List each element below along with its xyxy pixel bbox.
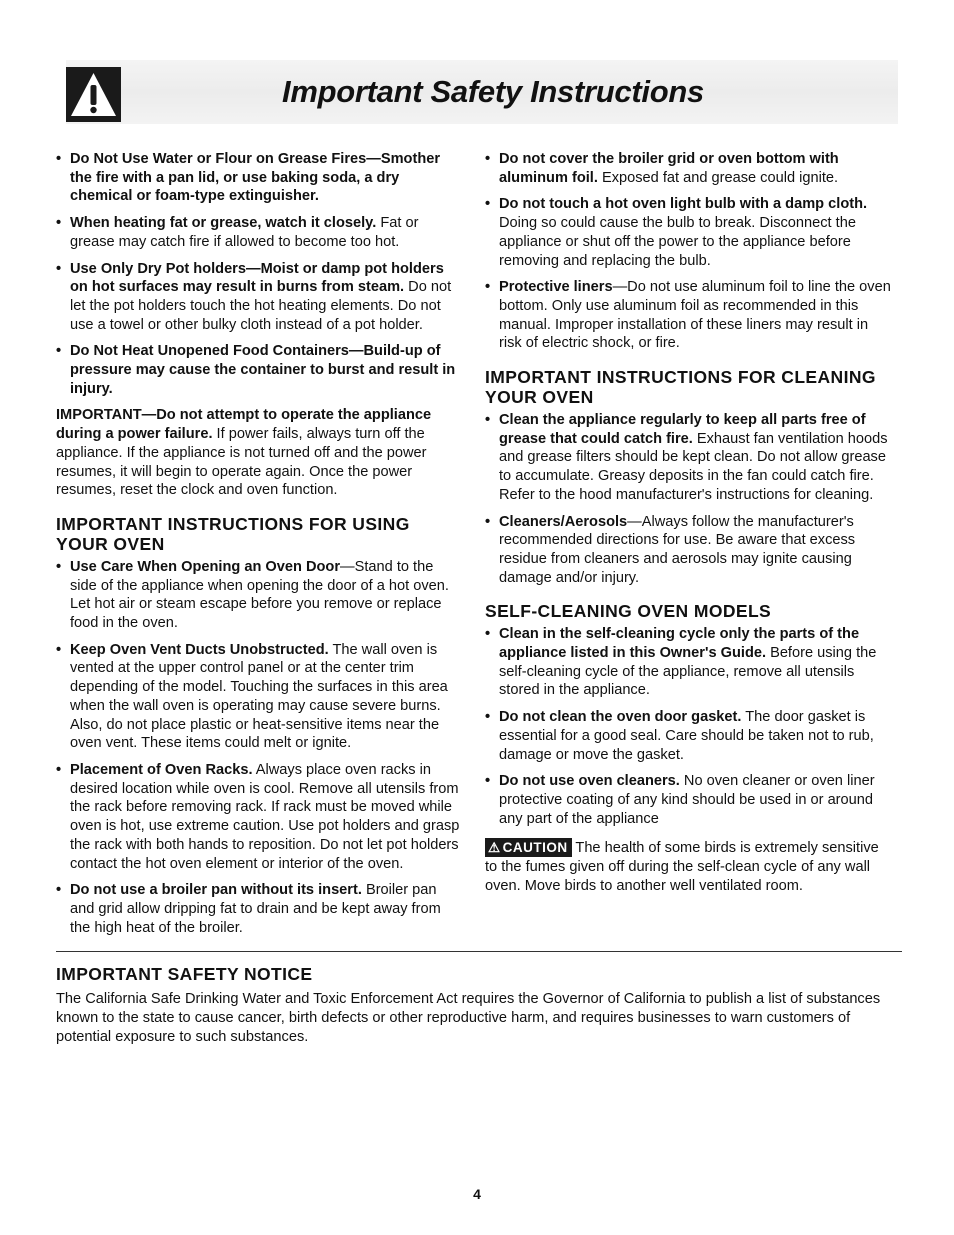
list-item: • Do not clean the oven door gasket. The door gasket is essential for a good seal. Care should be taken not to rub, damage or move the gasket. <box>485 709 874 763</box>
list-item: • Cleaners/Aerosols—Always follow the manufacturer's recommended directions for use. Be aware that excess residue from cleaners and aerosols may ignite causing damage and/or injury. <box>485 513 856 586</box>
list-item: • Do Not Heat Unopened Food Containers—Build-up of pressure may cause the container to burst and result in injury. <box>56 343 456 397</box>
item-lead: Do not touch a hot oven light bulb with a damp cloth. <box>499 196 868 213</box>
important-lead: IMPORTANT—Do not attempt to operate the appliance during a power failure. <box>56 407 432 443</box>
item-text: Always place oven racks in desired location while oven is cool. Remove all utensils from the rack before removing rack. If rack must be moved while oven is hot, use extreme caution. Use pot holders and grasp the rack with both hands to reposition. Do not let pot holders contact the hot oven element or interior of the oven. <box>70 761 460 872</box>
item-lead: Keep Oven Vent Ducts Unobstructed. <box>70 641 329 658</box>
item-text: —Stand to the side of the appliance when opening the door of a hot oven. Let hot air or steam escape before you remove or replace food in the oven. <box>70 558 449 632</box>
item-lead: Protective liners <box>499 279 613 296</box>
item-lead: Use Care When Opening an Oven Door <box>70 558 341 575</box>
list-item: • Do not touch a hot oven light bulb with a damp cloth. Doing so could cause the bulb to break. Disconnect the appliance or shut off the power to the appliance before removing and replacing the bulb. <box>485 196 868 269</box>
item-text: The wall oven is vented at the upper control panel or at the center trim depending of the model. Touching the surfaces in this area when the wall oven is operating may cause severe burns. Also, do not place plastic or heat-sensitive items near the oven vent. These items could melt or ignite. <box>70 641 448 752</box>
item-lead: Do not use oven cleaners. <box>499 773 680 790</box>
item-lead: Placement of Oven Racks. <box>70 761 253 778</box>
section-divider <box>56 951 902 952</box>
item-text: Exhaust fan ventilation hoods and grease filters should be kept clean. Do not allow grease to accumulate. Greasy deposits in the fan could catch fire. Refer to the hood manufacturer's instructions for cleaning. <box>499 430 888 503</box>
item-text: The door gasket is essential for a good seal. Care should be taken not to rub, damage or move the gasket. <box>499 709 874 763</box>
item-text: —Always follow the manufacturer's recommended directions for use. Be aware that excess residue from cleaners and aerosols may ignite causing damage and/or injury. <box>499 513 856 586</box>
item-lead: Use Only Dry Pot holders—Moist or damp pot holders on hot surfaces may result in burns from steam. <box>70 260 444 296</box>
list-item: • Use Care When Opening an Oven Door—Stand to the side of the appliance when opening the door of a hot oven. Let hot air or steam escape before you remove or replace food in the oven. <box>56 558 449 632</box>
caution-text: The health of some birds is extremely sensitive to the fumes given off during the self-clean cycle of any wall oven. Move birds to another well ventilated room. <box>485 840 879 894</box>
notice-text: The California Safe Drinking Water and Toxic Enforcement Act requires the Governor of California to publish a list of substances known to the state to cause cancer, birth defects or other reproductive harm, and requires businesses to warn customers of potential exposure to such substances. <box>56 991 881 1045</box>
caution-paragraph <box>485 838 891 895</box>
list-item: • Clean the appliance regularly to keep all parts free of grease that could catch fire. Exhaust fan ventilation hoods and grease filters should be kept clean. Do not allow grease to accumulate. Greasy deposits in the fan could catch fire. Refer to the hood manufacturer's instructions for cleaning. <box>485 412 888 503</box>
warning-triangle-icon <box>66 67 121 122</box>
important-paragraph <box>56 406 462 500</box>
right-column <box>485 150 891 904</box>
item-text: No oven cleaner or oven liner protective coating of any kind should be used in or around any part of the appliance <box>499 773 875 827</box>
list-item: • Do not use oven cleaners. No oven cleaner or oven liner protective coating of any kind should be used in or around any part of the appliance <box>485 773 875 827</box>
page-number: 4 <box>473 1186 481 1202</box>
caution-label: CAUTION <box>502 840 568 856</box>
item-lead: Clean the appliance regularly to keep all parts free of grease that could catch fire. <box>499 412 866 447</box>
warning-triangle-icon: ⚠ <box>488 840 501 856</box>
item-lead: Do not cover the broiler grid or oven bottom with aluminum foil. <box>499 151 839 186</box>
section-heading-self-cleaning: SELF-CLEANING OVEN MODELS <box>485 601 772 622</box>
item-text: Exposed fat and grease could ignite. <box>597 169 839 186</box>
item-lead: Clean in the self-cleaning cycle only the parts of the appliance listed in this Owner's Guide. <box>499 626 860 662</box>
section-heading-cleaning: IMPORTANT INSTRUCTIONS FOR CLEANING YOUR OVEN <box>485 367 876 408</box>
item-lead: Do Not Heat Unopened Food Containers—Build-up of pressure may cause the container to burst and result in injury. <box>70 343 456 397</box>
notice-heading: IMPORTANT SAFETY NOTICE <box>56 964 313 984</box>
item-lead: Do not use a broiler pan without its insert. <box>70 882 362 899</box>
section-heading-using: IMPORTANT INSTRUCTIONS FOR USING YOUR OVEN <box>56 513 410 554</box>
item-lead: Do not clean the oven door gasket. <box>499 709 742 726</box>
item-text: Do not let the pot holders touch the hot heating elements. Do not use a towel or other bulky cloth instead of a pot holder. <box>70 279 452 333</box>
list-item: • When heating fat or grease, watch it closely. Fat or grease may catch fire if allowed to become too hot. <box>56 215 419 250</box>
list-item: • Do not use a broiler pan without its insert. Broiler pan and grid allow dripping fat to drain and be kept away from the high heat of the broiler. <box>56 882 441 936</box>
item-lead: Do Not Use Water or Flour on Grease Fires—Smother the fire with a pan lid, or use baking soda, a dry chemical or foam-type extinguisher. <box>70 151 441 205</box>
list-item: • Use Only Dry Pot holders—Moist or damp pot holders on hot surfaces may result in burns from steam. Do not let the pot holders touch the hot heating elements. Do not use a towel or other bulky cloth instead of a pot holder. <box>56 260 452 333</box>
caution-badge <box>485 838 572 857</box>
page-title: Important Safety Instructions <box>282 74 704 109</box>
item-text: Broiler pan and grid allow dripping fat to drain and be kept away from the high heat of the broiler. <box>70 882 441 936</box>
item-lead: When heating fat or grease, watch it closely. <box>70 215 377 232</box>
item-text: —Do not use aluminum foil to line the oven bottom. Only use aluminum foil as recommended in this manual. Improper installation of these liners may result in risk of electric shock, or fire. <box>499 279 891 352</box>
important-text: If power fails, always turn off the appliance. If the appliance is not turned off and the power resumes, it will begin to operate again. Once the power resumes, reset the clock and oven function. <box>56 426 427 499</box>
item-text: Fat or grease may catch fire if allowed to become too hot. <box>70 215 419 250</box>
list-item: • Placement of Oven Racks. Always place oven racks in desired location while oven is cool. Remove all utensils from the rack before removing rack. If rack must be moved while oven is hot, use extreme caution. Use pot holders and grasp the rack with both hands to reposition. Do not let pot holders contact the hot oven element or interior of the oven. <box>56 761 460 872</box>
list-item: • Keep Oven Vent Ducts Unobstructed. The wall oven is vented at the upper control panel or at the center trim depending of the model. Touching the surfaces in this area when the wall oven is operating may cause severe burns. Also, do not place plastic or heat-sensitive items near the oven vent. These items could melt or ignite. <box>56 641 448 752</box>
list-item: • Clean in the self-cleaning cycle only the parts of the appliance listed in this Owner's Guide. Before using the self-cleaning cycle of the appliance, remove all utensils stored in the appliance. <box>485 626 877 699</box>
item-text: Before using the self-cleaning cycle of the appliance, remove all utensils stored in the appliance. <box>499 645 877 699</box>
list-item: • Protective liners—Do not use aluminum foil to line the oven bottom. Only use aluminum foil as recommended in this manual. Improper installation of these liners may result in risk of electric shock, or fire. <box>485 279 891 352</box>
item-lead: Cleaners/Aerosols <box>499 513 628 530</box>
list-item: • Do Not Use Water or Flour on Grease Fires—Smother the fire with a pan lid, or use baking soda, a dry chemical or foam-type extinguisher. <box>56 151 441 205</box>
item-text: Doing so could cause the bulb to break. Disconnect the appliance or shut off the power to the appliance before removing and replacing the bulb. <box>499 215 856 269</box>
left-column <box>56 150 462 945</box>
list-item: • Do not cover the broiler grid or oven bottom with aluminum foil. Exposed fat and grease could ignite. <box>485 151 839 186</box>
